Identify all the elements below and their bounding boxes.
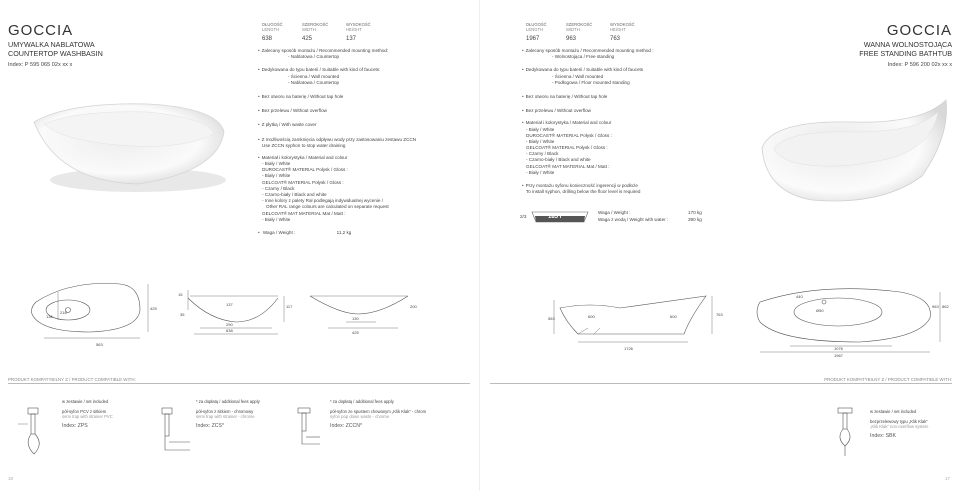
left-subtitle-en: COUNTERTOP WASHBASIN	[8, 48, 103, 58]
dim-600b: 600	[670, 314, 677, 319]
klik-klak-drawing	[826, 404, 870, 464]
right-tech-drawing	[520, 278, 950, 358]
dim-563-tub: 563	[548, 316, 555, 321]
right-length-label-en: LENGTH	[526, 27, 543, 33]
sbk-note: w zestawie / set included	[870, 409, 917, 414]
right-title: GOCCIA	[886, 22, 952, 39]
right-length-label: DŁUGOŚĆ	[526, 22, 547, 27]
left-material-head: • Materiał i kolorystyka / Material and colour	[258, 155, 458, 161]
right-faucet-item1: - Ścienna / Wall mounted	[552, 73, 604, 79]
fill-fraction: 2/3	[520, 214, 527, 219]
semi-trap-pvc-drawing	[14, 404, 54, 464]
left-length-value: 638	[262, 35, 273, 42]
left-weight-value: 11,2 kg	[336, 229, 352, 235]
right-subtitle-en: FREE STANDING BATHTUB	[859, 48, 952, 58]
zcs-index: Index: ZCS*	[196, 423, 224, 430]
dim-600: 600	[588, 314, 595, 319]
right-subtitle-pl: WANNA WOLNOSTOJĄCA	[863, 40, 952, 49]
left-taphole: • Bez otworu na baterię / Without tap hole	[258, 94, 458, 100]
left-siphon: • Z możliwością zamknięcia odpływu wody przy zastosowaniu zestawu ZCCN	[258, 137, 458, 143]
left-mat-9: GELCOAT® MAT MATERIAL Mat / Matt :	[262, 210, 346, 216]
left-waste: • Z płytką / With waste cover	[258, 122, 458, 128]
right-mat-1: DUROCAST® MATERIAL Połysk / Gloss :	[526, 132, 612, 138]
dim-563: 563	[96, 342, 103, 347]
product-sbk	[870, 409, 955, 440]
dim-638: 638	[226, 328, 233, 333]
left-subtitle-pl: UMYWALKA NABLATOWA	[8, 40, 95, 49]
left-faucet-item2: - Nablatowa / Countertop	[288, 79, 340, 85]
right-weight-water-label: Waga z wodą / Weight with water :	[598, 217, 669, 222]
left-index: Index: P 595 065 02x xx x	[8, 62, 73, 69]
right-divider	[490, 383, 952, 384]
right-mat-0: - Biały / White	[526, 126, 555, 132]
right-faucet-item2: - Podłogowa / Floor mounted standing	[552, 79, 630, 85]
product-zps	[62, 399, 162, 430]
washbasin-photo	[28, 92, 226, 202]
left-divider	[8, 383, 470, 384]
dim-50: Ø50	[816, 308, 824, 313]
right-weight-water-value: 390 kg	[688, 217, 702, 222]
right-mounting-item: - Wolnostojąca / Free standing	[552, 54, 615, 60]
dim-425: 425	[150, 306, 157, 311]
right-install-en: To install syphon, drilling below the floor level is required	[526, 189, 641, 195]
left-page-number: 18	[8, 476, 13, 481]
left-mounting-head: • Zalecany sposób montażu / Recommended mounting method:	[258, 48, 458, 54]
sbk-index: Index: SBK	[870, 433, 896, 440]
left-overflow: • Bez przelewu / Without overflow	[258, 108, 458, 114]
right-mounting-head: • Zalecany sposób montażu / Recommended mounting method :	[522, 48, 722, 54]
dim-117: 117	[286, 304, 293, 309]
right-install: • Przy montażu syfonu konieczność ingerencji w podłoże	[522, 183, 722, 189]
right-mat-3: GELCOAT® MATERIAL Połysk / Gloss :	[526, 145, 608, 151]
zcs-line2: semi trap with strainer - chrome	[196, 414, 255, 420]
zccn-note: * za dopłatą / additional fees apply	[330, 399, 394, 404]
zps-index: Index: ZPS	[62, 423, 88, 430]
right-height-label: WYSOKOŚĆ	[610, 22, 635, 27]
zccn-line1: pół-syfon ze spustem chowanym „Klik Klak” - chrom	[330, 408, 427, 414]
left-mat-5: - Czarny / Black	[262, 185, 295, 191]
dim-425b: 425	[352, 330, 359, 335]
sbk-line2: „Klik Klak” non-overflow system	[870, 424, 929, 430]
left-mat-10: - Biały / White	[262, 216, 291, 222]
right-index: Index: P 596 200 02x xx x	[887, 62, 952, 69]
left-tech-drawing	[10, 280, 470, 350]
left-mat-8: Other RAL range colours are calculated on separate request	[266, 204, 389, 210]
dim-130: 130	[352, 316, 359, 321]
right-material-head: • Materiał i kolorystyka / Material and colour	[522, 120, 722, 126]
left-height-value: 137	[346, 35, 357, 42]
zps-line1: pół-syfon PCV z sitkiem	[62, 408, 107, 414]
dim-137: 137	[226, 302, 233, 307]
left-title: GOCCIA	[8, 22, 74, 39]
left-compat-title: PRODUKT KOMPATYBILNY Z / PRODUCT COMPATIBLE WITH:	[8, 377, 136, 382]
dim-1076: 1076	[834, 346, 843, 351]
left-width-value: 425	[302, 35, 313, 42]
left-mounting-item: - Nablatowa / Countertop	[288, 54, 340, 60]
right-width-value: 963	[566, 35, 577, 42]
right-weight-value: 170 kg	[688, 210, 702, 215]
zcs-note: * za dopłatą / additional fees apply	[196, 399, 260, 404]
dim-1726: 1726	[624, 346, 633, 351]
left-weight-label: Waga / Weight :	[262, 229, 296, 235]
zps-line2: semi trap with strainer PVC	[62, 414, 113, 420]
zccn-index: Index: ZCCN*	[330, 423, 362, 430]
zps-note: w zestawie / set included	[62, 399, 109, 404]
right-title-block	[859, 22, 952, 68]
right-mat-5: - Czarno-biały / Black and white	[526, 157, 591, 163]
right-width-label-en: WIDTH	[566, 27, 580, 33]
bathtub-photo	[752, 96, 952, 212]
left-mat-7: - Inne kolory z palety Ral podlegają indywidualnej wycenie /	[262, 198, 384, 204]
capacity-value: 185 l	[548, 214, 562, 220]
left-height-label: WYSOKOŚĆ	[346, 22, 371, 27]
left-title-block	[8, 22, 103, 68]
left-faucet-head: • Dedykowana do typu baterii / Suitable with kind of faucets:	[258, 67, 458, 73]
product-zccn	[330, 399, 460, 430]
dim-35: 35	[180, 312, 185, 317]
right-mat-4: - Czarny / Black	[526, 151, 559, 157]
right-weight-label: Waga / Weight :	[598, 210, 631, 215]
left-length-label: DŁUGOŚĆ	[262, 22, 283, 27]
right-length-value: 1967	[526, 35, 540, 42]
left-mat-1: - Biały / White	[262, 161, 291, 167]
dim-15: 15	[178, 292, 183, 297]
left-height-label-en: HEIGHT	[346, 27, 362, 33]
right-height-value: 763	[610, 35, 621, 42]
dim-200: 200	[410, 304, 417, 309]
dim-862: 862	[942, 304, 949, 309]
pop-down-waste-drawing	[286, 404, 326, 464]
left-weight	[258, 230, 458, 236]
dim-216: 216	[60, 310, 67, 315]
dim-763: 763	[716, 312, 723, 317]
left-mat-3: - Biały / White	[262, 173, 291, 179]
dim-290: 290	[226, 322, 233, 327]
dim-440: 440	[796, 294, 803, 299]
dim-1967: 1967	[834, 353, 843, 358]
right-mat-7: - Biały / White	[526, 169, 555, 175]
right-faucet-head: • Dedykowana do typu baterii / Suitable with kind of faucets	[522, 67, 722, 73]
left-mat-4: GELCOAT® MATERIAL Połysk / Gloss :	[262, 179, 344, 185]
spine	[479, 0, 480, 491]
dim-136: 136	[46, 314, 53, 319]
right-compat-title: PRODUKT KOMPATYBILNY Z / PRODUCT COMPATIBLE WITH:	[824, 377, 952, 382]
right-mat-6: GELCOAT® MAT MATERIAL Mat / Matt :	[526, 163, 610, 169]
left-width-label: SZEROKOŚĆ	[302, 22, 329, 27]
zcs-line1: pół-syfon z sitkiem - chromowy	[196, 408, 254, 414]
right-width-label: SZEROKOŚĆ	[566, 22, 593, 27]
left-length-label-en: LENGTH	[262, 27, 279, 33]
sbk-line1: bezprzelewowy typu „Klik Klak”	[870, 418, 928, 424]
dim-963: 963	[932, 304, 939, 309]
right-mat-2: - Biały / White	[526, 138, 555, 144]
right-page-number: 17	[945, 476, 950, 481]
left-mat-6: - Czarno-biały / Black and white	[262, 192, 327, 197]
right-overflow: • Bez przelewu / Without overflow	[522, 108, 722, 114]
right-height-label-en: HEIGHT	[610, 27, 626, 33]
right-taphole: • Bez otworu na baterię / Without tap hole	[522, 94, 722, 100]
right-specs	[522, 48, 722, 195]
left-faucet-item1: - Ścienna / Wall mounted	[288, 73, 340, 79]
left-siphon-en: Use ZCCN syphon to stop water draining	[262, 142, 346, 148]
semi-trap-chrome-drawing	[150, 404, 194, 464]
left-mat-2: DUROCAST® MATERIAL Połysk / Gloss :	[262, 167, 348, 173]
left-specs	[258, 48, 458, 236]
zccn-line2: syfon pop down waste - chrome	[330, 414, 390, 420]
left-width-label-en: WIDTH	[302, 27, 316, 33]
